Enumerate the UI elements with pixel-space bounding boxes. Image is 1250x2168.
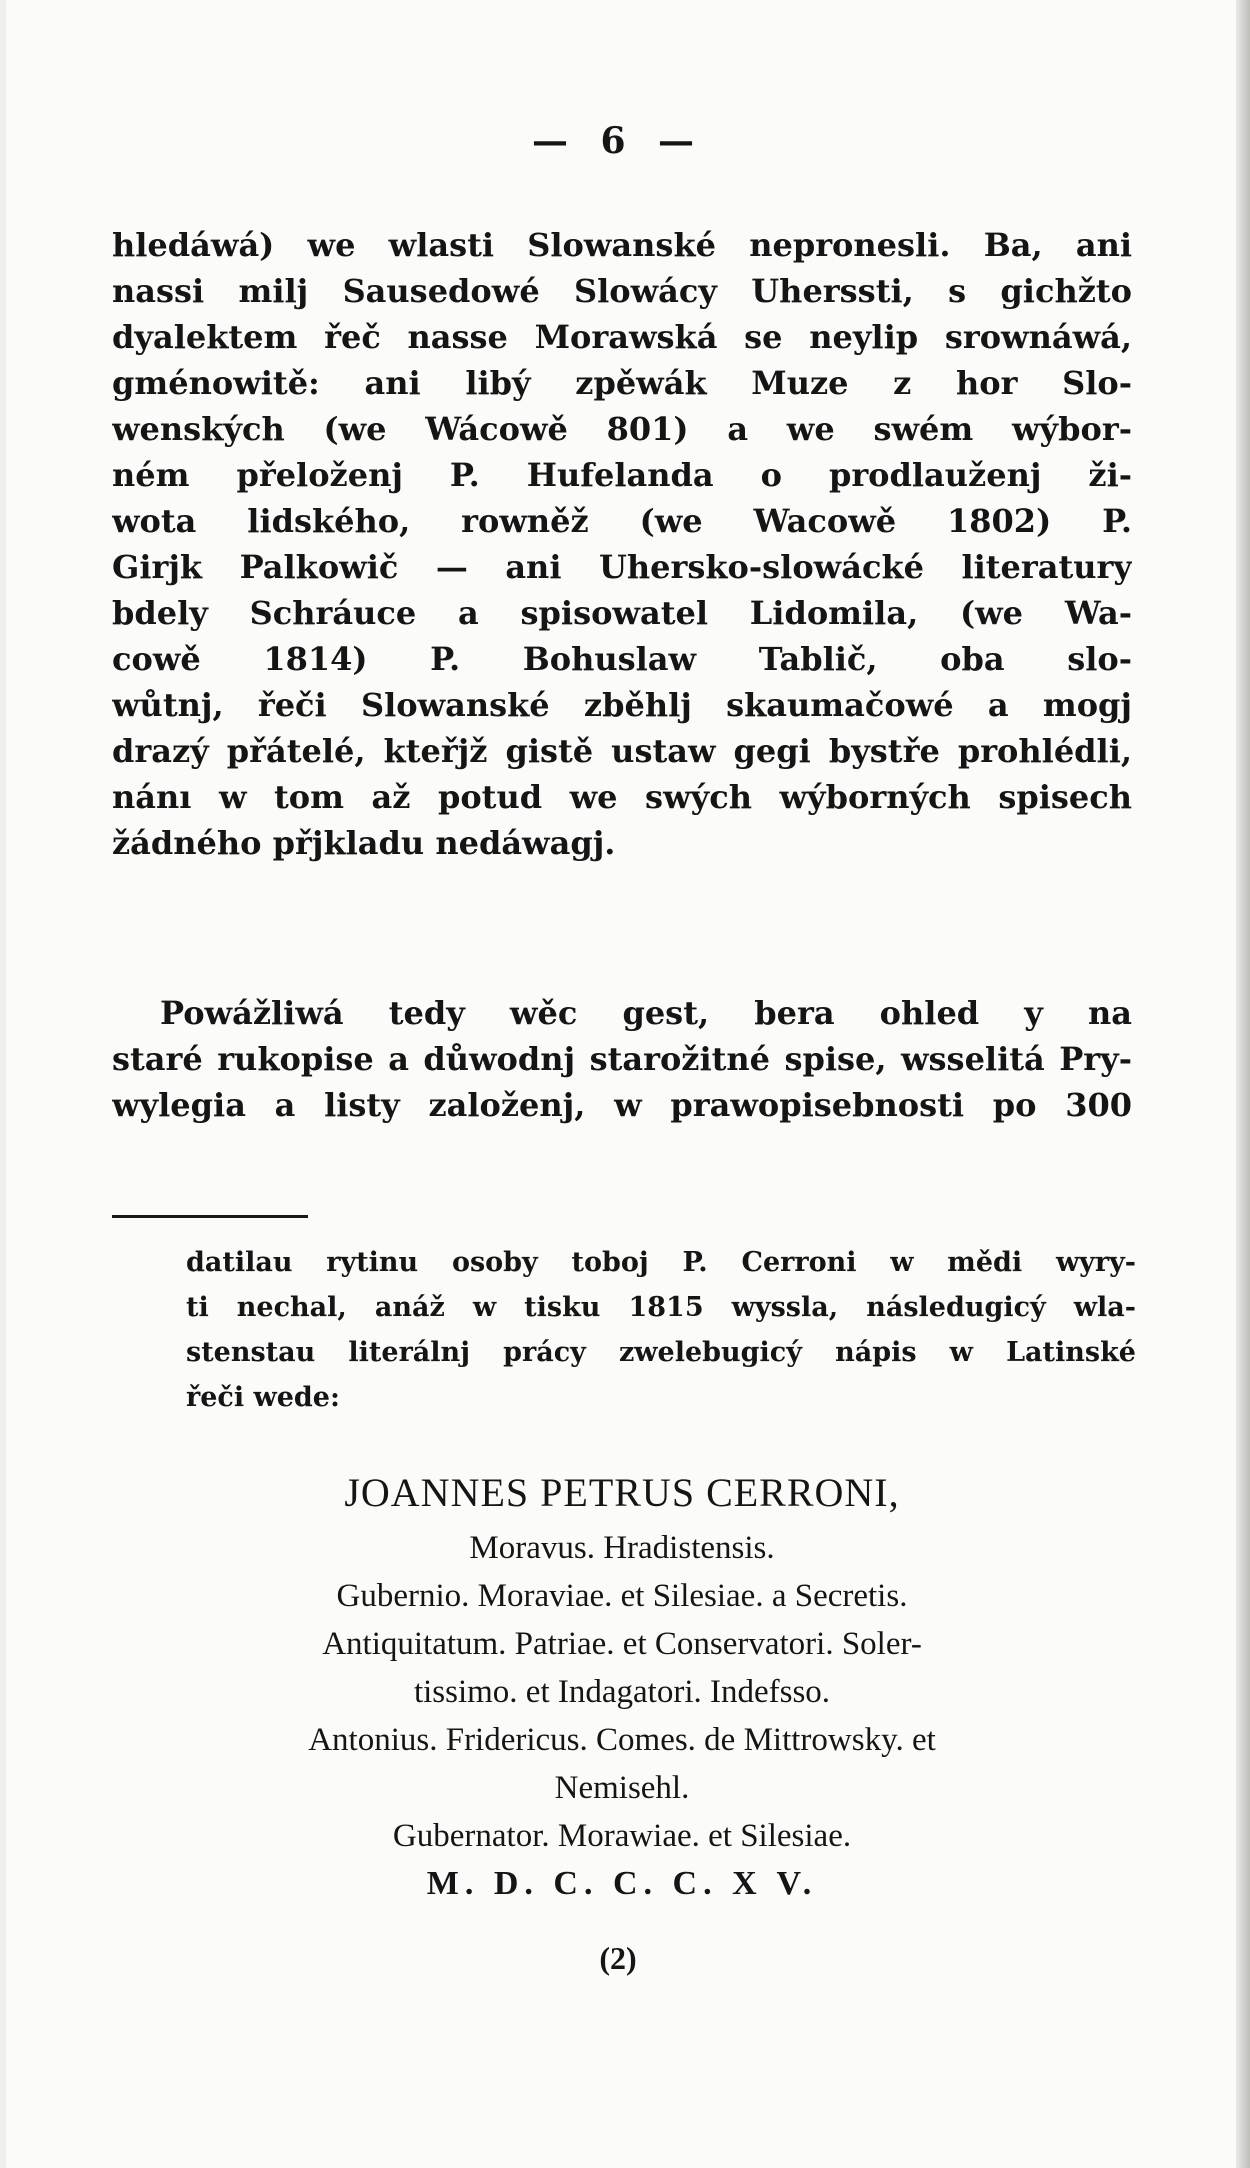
text-line: bdely Schráuce a spisowatel Lidomila, (we Wa- — [112, 594, 1132, 632]
page-number: — 6 — — [531, 120, 705, 162]
text-line: wůtnj, řeči Slowanské zběhlj skaumačowé a mogj — [112, 686, 1132, 724]
footnote-line: ti nechal, anáž w tisku 1815 wyssla, následugicý wla- — [186, 1292, 1136, 1323]
text-line: žádného přjkladu nedáwagj. — [112, 824, 616, 862]
text-line: staré rukopise a důwodnj starožitné spise, wsselitá Pry- — [112, 1040, 1132, 1078]
text-line: wenských (we Wácowě 801) a we swém wýbor- — [112, 410, 1132, 448]
text-line: wylegia a listy založenj, w prawopisebnosti po 300 — [112, 1086, 1132, 1124]
inscription-date: M. D. C. C. C. X V. — [426, 1865, 818, 1902]
inscription-line: Gubernio. Moraviae. et Silesiae. a Secretis. — [336, 1578, 908, 1614]
paragraph-1 — [112, 222, 1132, 866]
inscription-name: JOANNES PETRUS CERRONI, — [344, 1470, 900, 1515]
text-line: ném přeloženj P. Hufelanda o prodlauženj ži- — [112, 456, 1132, 494]
footnote — [186, 1240, 1136, 1420]
text-line: Girjk Palkowič — ani Uhersko-slowácké literatury — [112, 548, 1132, 586]
text-line: drazý přátelé, kteřjž gistě ustaw gegi bystře prohlédli, — [112, 732, 1132, 770]
inscription-line: Gubernator. Morawiae. et Silesiae. — [392, 1818, 852, 1854]
text-line: wota lidského, rowněž (we Wacowě 1802) P. — [112, 502, 1132, 540]
inscription-line: Moravus. Hradistensis. — [469, 1530, 775, 1566]
inscription-line: Nemisehl. — [554, 1770, 690, 1806]
footnote-line: řeči wede: — [186, 1382, 340, 1413]
footnote-line: datilau rytinu osoby toboj P. Cerroni w mědi wyry- — [186, 1247, 1136, 1278]
page-edge-left — [0, 0, 6, 2168]
text-line: hledáwá) we wlasti Slowanské nepronesli. Ba, ani — [112, 226, 1132, 264]
paragraph-2 — [112, 990, 1132, 1128]
footnote-line: stenstau literálnj prácy zwelebugicý nápis w Latinské — [186, 1337, 1136, 1368]
text-line: dyalektem řeč nasse Morawská se neylip srownáwá, — [112, 318, 1132, 356]
inscription-line: tissimo. et Indagatori. Indefsso. — [413, 1674, 831, 1710]
footnote-divider — [112, 1215, 308, 1218]
inscription-line: Antonius. Fridericus. Comes. de Mittrowsky. et — [308, 1722, 936, 1758]
text-line: nánı w tom až potud we swých wýborných spisech — [112, 778, 1132, 816]
text-line: Powážliwá tedy wěc gest, bera ohled y na — [160, 994, 1132, 1032]
text-line: gménowitě: ani libý zpěwák Muze z hor Slo- — [112, 364, 1132, 402]
page-edge-shadow — [1236, 0, 1250, 2168]
text-line: cowě 1814) P. Bohuslaw Tablič, oba slo- — [112, 640, 1132, 678]
inscription-line: Antiquitatum. Patriae. et Conservatori. Soler- — [322, 1626, 922, 1662]
latin-inscription — [112, 1462, 1132, 1908]
signature-mark: (2) — [599, 1940, 637, 1976]
text-line: nassi milj Sausedowé Slowácy Uherssti, s gichžto — [112, 272, 1132, 310]
